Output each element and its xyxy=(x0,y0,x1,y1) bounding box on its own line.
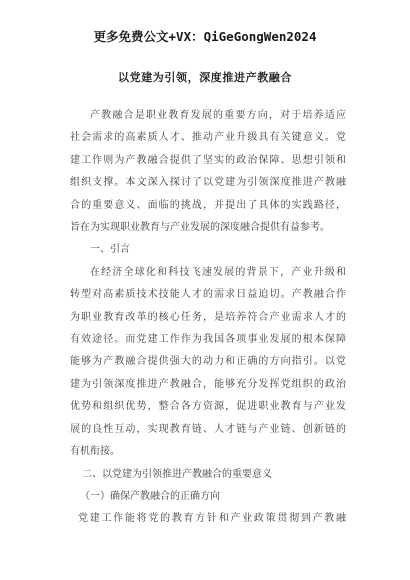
document-body xyxy=(70,105,346,531)
significance-line: 党建工作能将党的教育方针和产业政策贯彻到产教融 xyxy=(78,513,346,525)
introduction-line: 建为引领深度推进产教融合，能够充分发挥党组织的政治 xyxy=(70,378,346,390)
introduction-paragraph xyxy=(70,262,346,464)
introduction-line: 在经济全球化和科技飞速发展的背景下，产业升级和 xyxy=(90,266,346,278)
subsection-heading-direction: （一）确保产教融合的正确方向 xyxy=(80,490,220,502)
abstract-line: 组织支撑。本文深入探讨了以党建为引领深度推进产教融 xyxy=(70,177,346,189)
abstract-line: 建工作则为产教融合提供了坚实的政治保障、思想引领和 xyxy=(70,154,346,166)
introduction-line: 展的良性互动，实现教育链、人才链与产业链、创新链的 xyxy=(70,423,346,435)
section-heading-introduction: 一、引言 xyxy=(90,244,130,256)
abstract-line: 合的重要意义、面临的挑战，并提出了具体的实践路径， xyxy=(70,199,346,211)
introduction-line: 优势和组织优势，整合各方资源，促进职业教育与产业发 xyxy=(70,401,346,413)
section-heading-significance: 二、以党建为引领推进产教融合的重要意义 xyxy=(82,468,272,480)
abstract-paragraph xyxy=(70,105,346,239)
page-header: 更多免费公文+VX：QiGeGongWen2024 xyxy=(93,29,317,44)
abstract-line: 社会需求的高素质人才、推动产业升级具有关键意义。党 xyxy=(70,132,346,144)
abstract-line: 产教融合是职业教育发展的重要方向，对于培养适应 xyxy=(90,110,346,121)
introduction-line: 有效途径。而党建工作作为我国各项事业发展的根本保障 xyxy=(70,334,346,346)
document-title: 以党建为引领，深度推进产教融合 xyxy=(118,71,292,84)
introduction-line: 为职业教育改革的核心任务，是培养符合产业需求人才的 xyxy=(70,311,346,323)
introduction-line: 有机衔接。 xyxy=(70,446,120,458)
abstract-line: 旨在为实现职业教育与产业发展的深度融合提供有益参考。 xyxy=(70,222,330,234)
introduction-line: 能够为产教融合提供强大的动力和正确的方向指引。以党 xyxy=(70,356,346,368)
introduction-line: 转型对高素质技术技能人才的需求日益迫切。产教融合作 xyxy=(70,289,346,301)
significance-paragraph xyxy=(70,508,346,530)
